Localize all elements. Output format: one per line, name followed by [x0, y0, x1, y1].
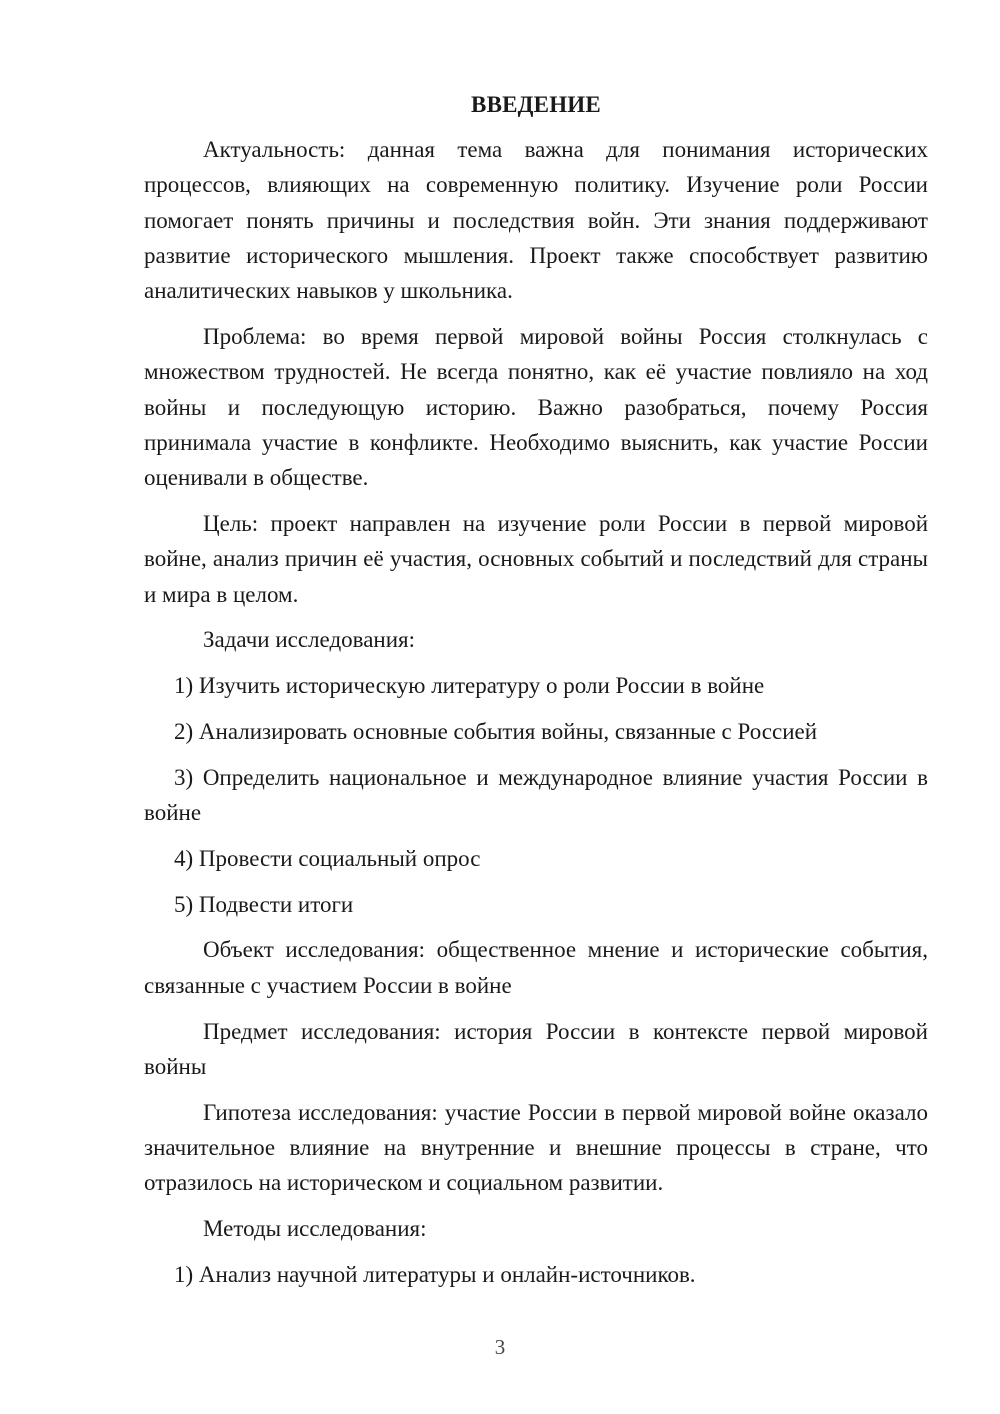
- tasks-heading: Задачи исследования:: [203, 627, 416, 653]
- methods-heading: Методы исследования:: [203, 1216, 427, 1242]
- document-page: [144, 90, 928, 1303]
- page-number: 3: [494, 1335, 506, 1359]
- task-item-5: 5) Подвести итоги: [174, 891, 354, 917]
- task-item-2: 2) Анализировать основные события войны, связанные с Россией: [174, 718, 818, 744]
- paragraph-goal: Цель: проект направлен на изучение роли России в первой мировой войне, анализ причин её участия, основных событий и последствий для страны и мира в целом.: [144, 510, 928, 607]
- task-item-3: 3) Определить национальное и международное влияние участия России в войне: [144, 764, 928, 826]
- paragraph-hypothesis: Гипотеза исследования: участие России в первой мировой войне оказало значительное влияние на внутренние и внешние процессы в стране, что отразилось на историческом и социальном развитии.: [144, 1099, 928, 1196]
- method-item-1: 1) Анализ научной литературы и онлайн-источников.: [174, 1261, 696, 1287]
- page-title: ВВЕДЕНИЕ: [471, 92, 601, 117]
- task-item-4: 4) Провести социальный опрос: [174, 845, 481, 871]
- paragraph-object: Объект исследования: общественное мнение и исторические события, связанные с участием России в войне: [144, 937, 928, 998]
- paragraph-relevance: Актуальность: данная тема важна для понимания исторических процессов, влияющих на современную политику. Изучение роли России помогает понять причины и последствия войн. Эти знания поддерживают развитие исторического мышления. Проект также способствует развитию аналитических навыков у школьника.: [144, 137, 928, 304]
- task-item-1: 1) Изучить историческую литературу о роли России в войне: [174, 673, 765, 699]
- paragraph-subject: Предмет исследования: история России в контексте первой мировой войны: [144, 1018, 928, 1079]
- paragraph-problem: Проблема: во время первой мировой войны Россия столкнулась с множеством трудностей. Не всегда понятно, как её участие повлияло на ход войны и последующую историю. Важно разобраться, почему Россия принимала участие в конфликте. Необходимо выяснить, как участие России оценивали в обществе.: [144, 323, 928, 491]
